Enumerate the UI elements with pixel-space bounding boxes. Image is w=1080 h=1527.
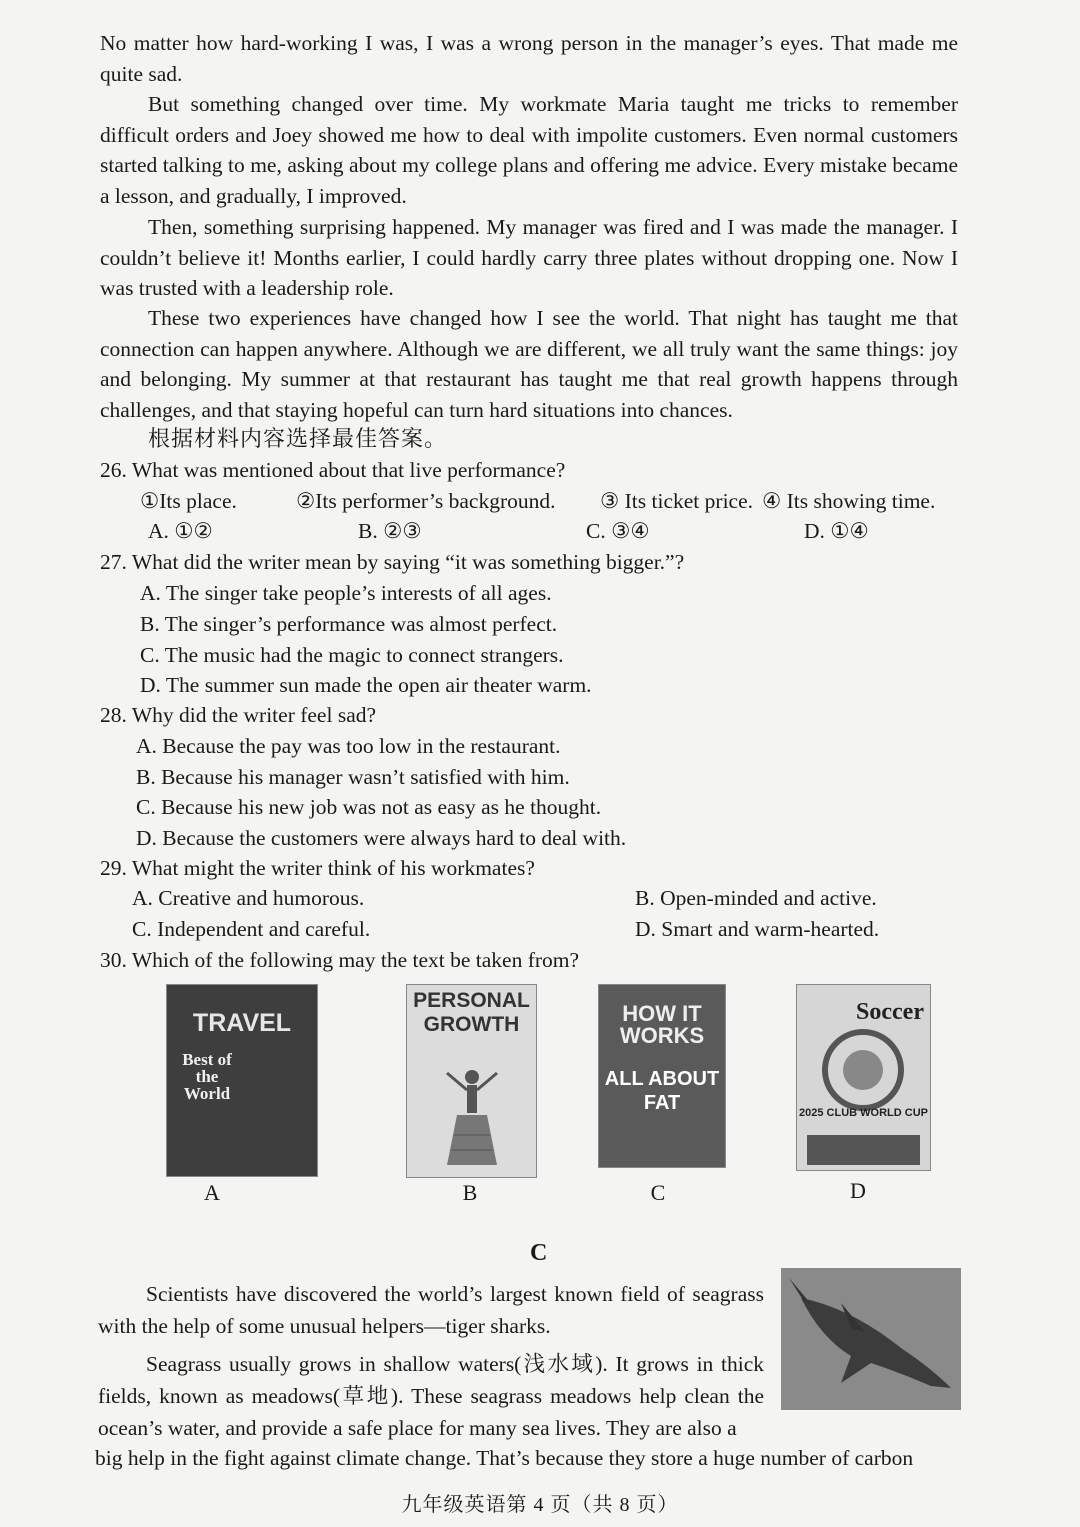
q29-option-d[interactable]: D. Smart and warm-hearted. [635, 917, 880, 941]
figure-on-stairs-illustration [407, 985, 536, 1177]
paragraph-1: No matter how hard-working I was, I was a wrong person in the manager’s eyes. That made me quite sad. [100, 31, 958, 86]
tiger-shark-image [781, 1268, 961, 1410]
q29-option-b[interactable]: B. Open-minded and active. [635, 886, 877, 910]
q29-option-a[interactable]: A. Creative and humorous. [132, 886, 365, 910]
q28-option-d[interactable]: D. Because the customers were always hard to deal with. [136, 826, 627, 850]
question-26-stem: 26. What was mentioned about that live performance? [100, 458, 566, 482]
section-c-last-line: big help in the fight against climate change. That’s because they store a huge number of carbon [95, 1446, 914, 1470]
page-footer: 九年级英语第 4 页（共 8 页） [401, 1494, 679, 1516]
q26-option-d[interactable]: D. ①④ [804, 519, 869, 543]
cover-a-label: A [204, 1180, 220, 1205]
magazine-cover-a[interactable] [166, 984, 318, 1177]
q27-option-b[interactable]: B. The singer’s performance was almost perfect. [140, 612, 558, 636]
cover-b-title: PERSONAL GROWTH [413, 989, 530, 1036]
shark-photo [781, 1268, 961, 1410]
cover-d-label: D [850, 1178, 866, 1203]
q26-option-a[interactable]: A. ①② [148, 519, 213, 543]
section-c-paragraph-1: Scientists have discovered the world’s largest known field of seagrass with the help of some unusual helpers—tiger sharks. [98, 1282, 764, 1338]
paragraph-2: But something changed over time. My workmate Maria taught me tricks to remember difficult orders and Joey showed me how to deal with impolite customers. Even normal customers started talking to me, asking about my college plans and offering me advice. Every mistake became a lesson, and gradually, I improved. [100, 92, 958, 208]
question-27-stem: 27. What did the writer mean by saying “it was something bigger.”? [100, 550, 685, 574]
q28-option-c[interactable]: C. Because his new job was not as easy as he thought. [136, 795, 602, 819]
section-c-paragraph-2: Seagrass usually grows in shallow waters(浅水域). It grows in thick fields, known as meadows(草地). These seagrass meadows help clean the ocean’s water, and provide a safe place for many sea lives. They are also a [98, 1352, 764, 1440]
q26-item-4: ④ Its showing time. [762, 489, 936, 513]
magazine-cover-c[interactable] [598, 984, 726, 1168]
q27-option-a[interactable]: A. The singer take people’s interests of all ages. [140, 581, 552, 605]
magazine-cover-d[interactable] [796, 984, 931, 1171]
cover-d-title: Soccer [856, 999, 924, 1025]
question-28-stem: 28. Why did the writer feel sad? [100, 703, 377, 727]
q29-option-c[interactable]: C. Independent and careful. [132, 917, 371, 941]
cover-a-title: TRAVEL [192, 1009, 292, 1037]
soccer-ball-illustration [797, 985, 930, 1170]
q26-item-3: ③ Its ticket price. [600, 489, 753, 513]
cover-c-title: HOW IT WORKS [619, 1001, 705, 1048]
cover-c-label: C [650, 1180, 666, 1205]
q27-option-c[interactable]: C. The music had the magic to connect strangers. [140, 643, 564, 667]
q26-option-b[interactable]: B. ②③ [358, 519, 422, 543]
q26-option-c[interactable]: C. ③④ [586, 519, 650, 543]
q26-item-1: ①Its place. [140, 489, 237, 513]
cover-a-subtitle: Best of the World [182, 1050, 232, 1103]
cover-d-subtitle: 2025 CLUB WORLD CUP [799, 1107, 928, 1119]
q27-option-d[interactable]: D. The summer sun made the open air theater warm. [140, 673, 592, 697]
magazine-cover-b[interactable] [406, 984, 537, 1178]
instruction: 根据材料内容选择最佳答案。 [148, 426, 448, 451]
q26-item-2: ②Its performer’s background. [296, 489, 556, 513]
question-29-stem: 29. What might the writer think of his workmates? [100, 856, 535, 880]
cover-b-label: B [462, 1180, 478, 1205]
section-c-heading: C [530, 1240, 548, 1266]
q28-option-a[interactable]: A. Because the pay was too low in the restaurant. [136, 734, 561, 758]
question-30-stem: 30. Which of the following may the text be taken from? [100, 948, 580, 972]
paragraph-3: Then, something surprising happened. My manager was fired and I was made the manager. I couldn’t believe it! Months earlier, I could hardly carry three plates without dropping one. Now I was trusted with a leadership role. [100, 215, 958, 301]
cover-c-subtitle: ALL ABOUT FAT [604, 1068, 720, 1114]
paragraph-4: These two experiences have changed how I see the world. That night has taught me that connection can happen anywhere. Although we are different, we all truly want the same things: joy and belonging. My summer at that restaurant has taught me that real growth happens through challenges, and that staying hopeful can turn hard situations into chances. [100, 306, 958, 422]
q28-option-b[interactable]: B. Because his manager wasn’t satisfied with him. [136, 765, 570, 789]
